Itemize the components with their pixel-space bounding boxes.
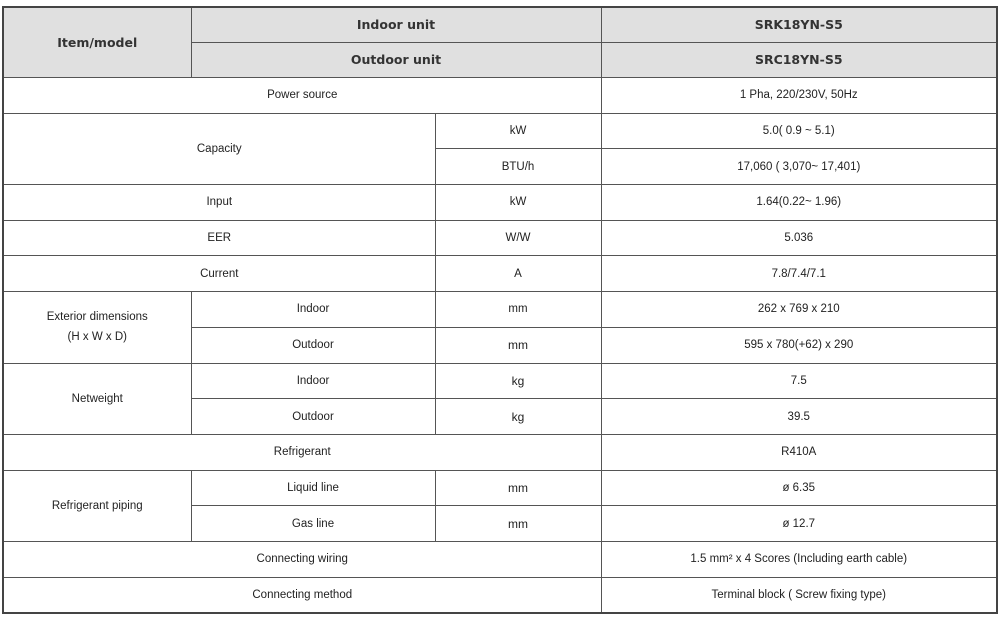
outdoor-model: SRC18YN-S5: [601, 43, 997, 78]
row-sublabel: Gas line: [191, 506, 435, 542]
indoor-model: SRK18YN-S5: [601, 7, 997, 43]
row-value: 17,060 ( 3,070~ 17,401): [601, 149, 997, 185]
row-value: 5.036: [601, 220, 997, 256]
row-value: 39.5: [601, 399, 997, 435]
label-line: (H x W x D): [67, 331, 127, 344]
row-sublabel: Indoor: [191, 363, 435, 399]
header-row-indoor: [3, 7, 997, 43]
row-value: 5.0( 0.9 ~ 5.1): [601, 113, 997, 149]
row-unit: kW: [435, 185, 601, 221]
row-unit: A: [435, 256, 601, 292]
table-row: [3, 292, 997, 328]
row-sublabel: Outdoor: [191, 399, 435, 435]
row-unit: kg: [435, 363, 601, 399]
label-line: Exterior dimensions: [46, 311, 148, 324]
row-label: Connecting method: [3, 577, 601, 613]
table-row: [3, 541, 997, 577]
row-value: 1.5 mm² x 4 Scores (Including earth cable): [601, 541, 997, 577]
row-unit: BTU/h: [435, 149, 601, 185]
row-label: [3, 292, 191, 363]
row-unit: mm: [435, 292, 601, 328]
table-row: [3, 220, 997, 256]
row-label: EER: [3, 220, 435, 256]
row-label: Power source: [3, 78, 601, 114]
row-value: 1.64(0.22~ 1.96): [601, 185, 997, 221]
row-value: 262 x 769 x 210: [601, 292, 997, 328]
row-label: Input: [3, 185, 435, 221]
table-row: [3, 78, 997, 114]
outdoor-unit-header: Outdoor unit: [191, 43, 601, 78]
row-value: 595 x 780(+62) x 290: [601, 327, 997, 363]
row-value: 7.8/7.4/7.1: [601, 256, 997, 292]
table-row: [3, 363, 997, 399]
item-model-header: Item/model: [3, 7, 191, 78]
row-value: 7.5: [601, 363, 997, 399]
row-label: Refrigerant piping: [3, 470, 191, 541]
row-label: Netweight: [3, 363, 191, 434]
spec-table: [2, 6, 998, 614]
row-unit: mm: [435, 327, 601, 363]
table-row: [3, 185, 997, 221]
row-value: ø 12.7: [601, 506, 997, 542]
row-unit: mm: [435, 506, 601, 542]
table-row: [3, 470, 997, 506]
row-label: Current: [3, 256, 435, 292]
row-unit: kg: [435, 399, 601, 435]
row-value: Terminal block ( Screw fixing type): [601, 577, 997, 613]
row-label: Connecting wiring: [3, 541, 601, 577]
row-unit: kW: [435, 113, 601, 149]
table-row: [3, 256, 997, 292]
indoor-unit-header: Indoor unit: [191, 7, 601, 43]
row-unit: mm: [435, 470, 601, 506]
table-row: [3, 434, 997, 470]
row-value: ø 6.35: [601, 470, 997, 506]
row-label: Capacity: [3, 113, 435, 184]
table-row: [3, 577, 997, 613]
row-value: 1 Pha, 220/230V, 50Hz: [601, 78, 997, 114]
row-value: R410A: [601, 434, 997, 470]
row-unit: W/W: [435, 220, 601, 256]
row-sublabel: Liquid line: [191, 470, 435, 506]
table-row: [3, 113, 997, 149]
row-sublabel: Outdoor: [191, 327, 435, 363]
row-sublabel: Indoor: [191, 292, 435, 328]
row-label: Refrigerant: [3, 434, 601, 470]
